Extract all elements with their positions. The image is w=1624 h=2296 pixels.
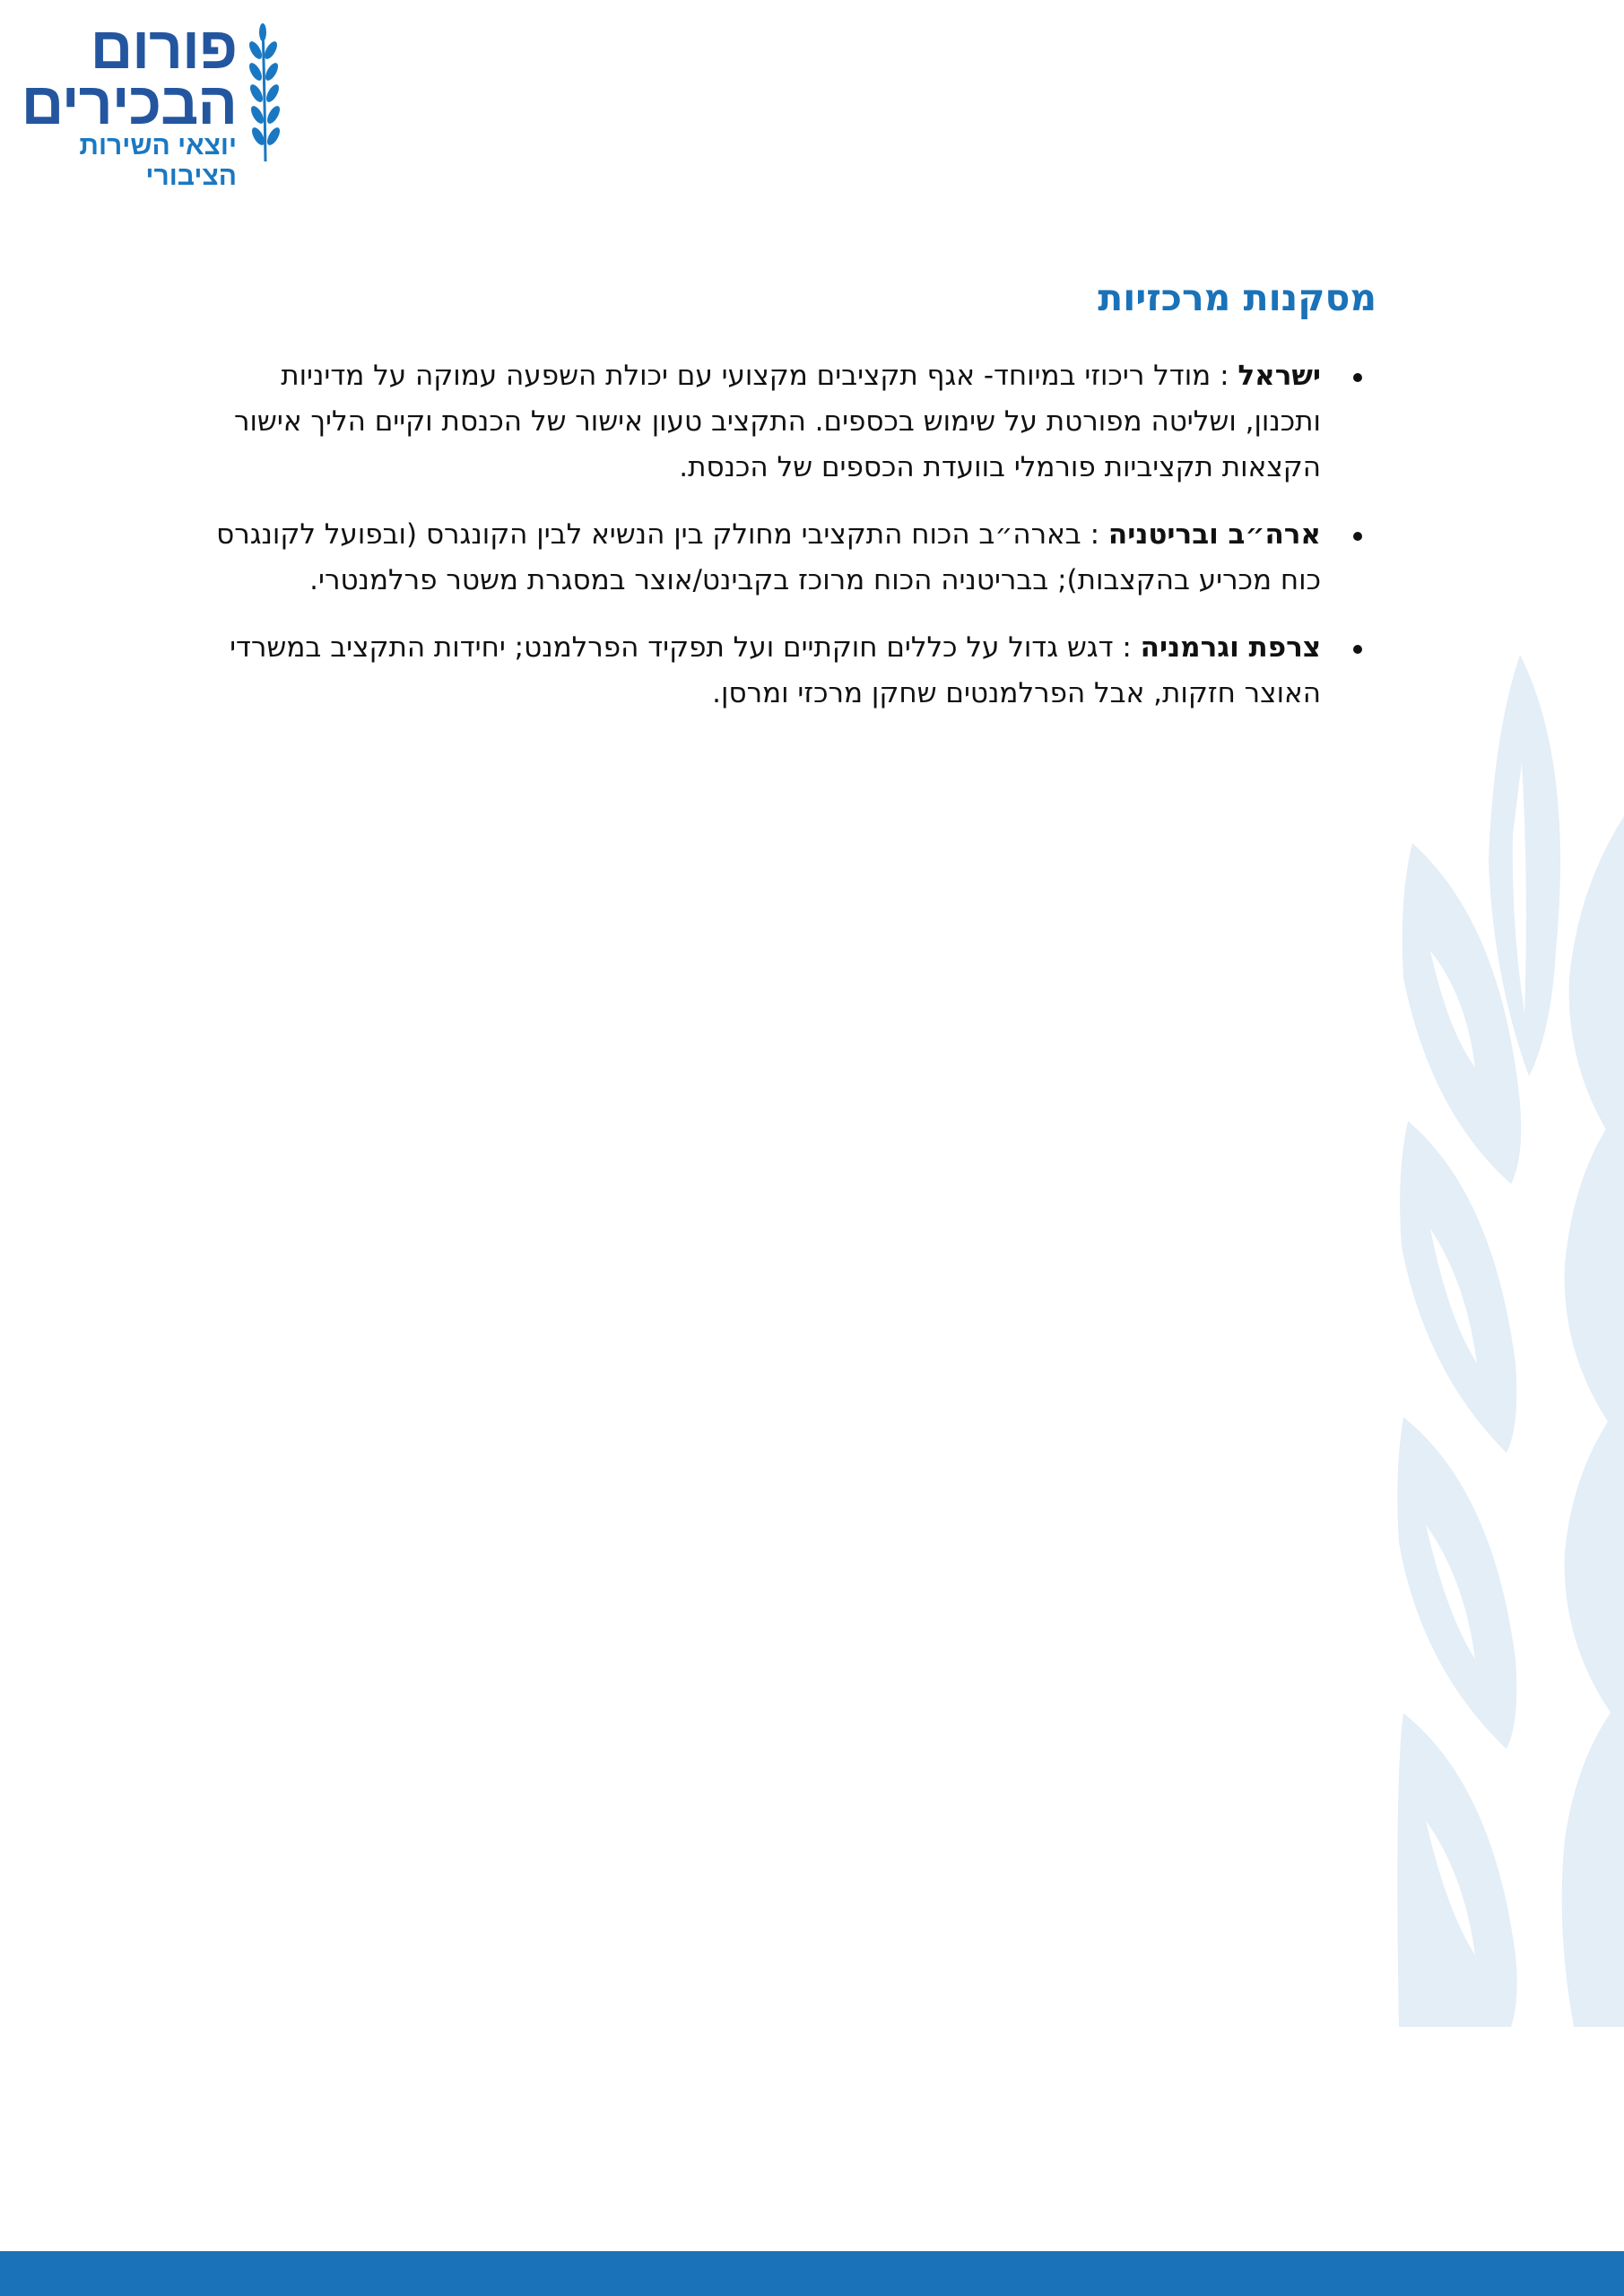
bullet-text: : בארה״ב הכוח התקציבי מחולק בין הנשיא לבין הקונגרס (ובפועל לקונגרס כוח מכריע בהקצבות); בבריטניה הכוח מרוכז בקבינט/אוצר במסגרת משטר פרלמנטרי.: [216, 518, 1321, 596]
logo-line-3: יוצאי השירות הציבורי: [79, 131, 237, 191]
list-item: [215, 512, 1321, 604]
bullet-text: : מודל ריכוזי במיוחד- אגף תקציבים מקצועי עם יכולת השפעה עמוקה על מדיניות ותכנון, ושליטה מפורטת על שימוש בכספים. התקציב טעון אישור של הכנסת וקיים הליך אישור הקצאות תקציביות פורמלי בוועדת הכספים של הכנסת.: [233, 360, 1321, 483]
bullet-label: ארה״ב ובריטניה: [1107, 518, 1321, 551]
bullet-dot: [1353, 645, 1362, 654]
list-item: [215, 353, 1321, 491]
list-item: [215, 625, 1321, 717]
bullet-dot: [1353, 373, 1362, 382]
footer-bar: [0, 2251, 1624, 2296]
bullet-text: : דגש גדול על כללים חוקתיים ועל תפקיד הפרלמנט; יחידות התקציב במשרדי האוצר חזקות, אבל הפרלמנטים שחקן מרכזי ומרסן.: [230, 631, 1321, 709]
logo-wordmark: [21, 14, 237, 192]
conclusions-list: [215, 353, 1364, 738]
wheat-sprig-icon: [244, 20, 282, 163]
bullet-label: ישראל: [1238, 360, 1321, 392]
logo-line-1: פורום: [90, 14, 237, 81]
wheat-watermark-icon: [1394, 655, 1624, 2027]
bullet-label: צרפת וגרמניה: [1140, 631, 1321, 664]
logo-line-2: הבכירים: [21, 70, 237, 136]
forum-logo: [21, 14, 282, 191]
page-title: מסקנות מרכזיות: [1098, 276, 1376, 319]
bullet-dot: [1353, 532, 1362, 541]
